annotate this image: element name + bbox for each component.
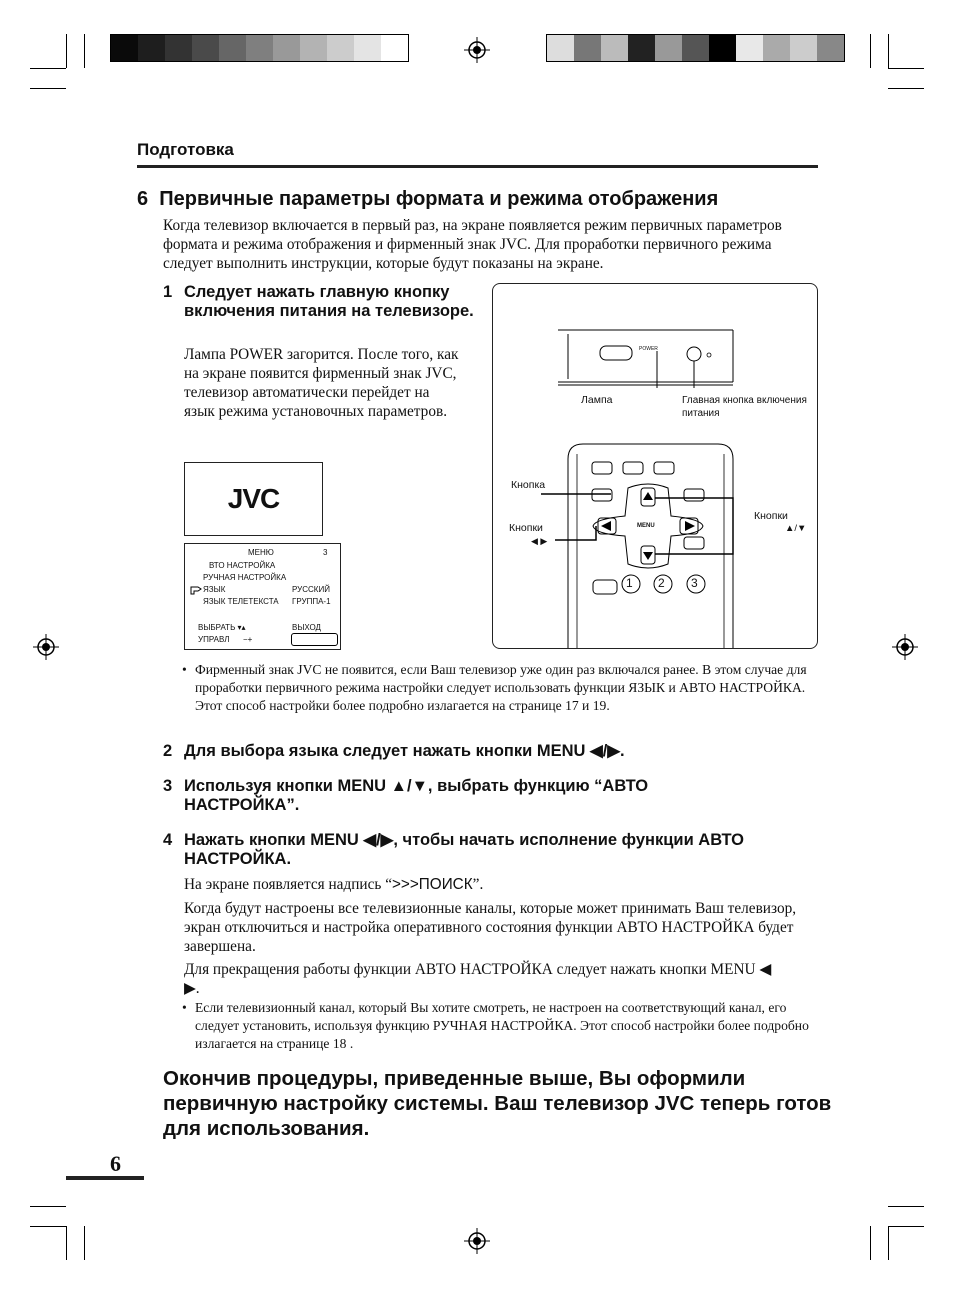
menu-row-teletext: ЯЗЫК ТЕЛЕТЕКСТА bbox=[203, 597, 279, 606]
step-3-title bbox=[163, 777, 704, 815]
remote-key-2: 2 bbox=[658, 576, 665, 590]
step-2-number: 2 bbox=[163, 742, 173, 760]
registration-mark-bottom bbox=[464, 1228, 490, 1254]
menu-exit-hint: ВЫХОД bbox=[292, 623, 321, 632]
step-4-paragraph-2: Когда будут настроены все телевизионные каналы, которые может принимать Ваш телевизор, экран отключиться и настройка оперативного состояния функции АВТО НАСТРОЙКА будет завершена. bbox=[184, 900, 797, 955]
note-jvc-logo bbox=[182, 661, 812, 715]
menu-control-arrows: −+ bbox=[243, 635, 253, 644]
intro-paragraph: Когда телевизор включается в первый раз, на экране появляется режим первичных параметров формата и режима отображения и фирменный знак JVC. Для проработки первичного режима следует выполнить инструкции, которые будут показаны на экране. bbox=[163, 217, 782, 272]
step-4-number: 4 bbox=[163, 831, 173, 849]
setup-menu-screen bbox=[184, 543, 341, 650]
step-4-title bbox=[163, 831, 804, 869]
tv-power-label: POWER bbox=[639, 346, 658, 352]
label-buttons-up-down-arrows: ▲/▼ bbox=[785, 523, 807, 534]
bullet: • bbox=[182, 662, 187, 677]
step-1-text: Лампа POWER загорится. После того, как на экране появится фирменный знак JVC, телевизор автоматически перейдет на язык режима установочных параметров. bbox=[184, 346, 459, 420]
section-heading bbox=[137, 188, 718, 211]
note-jvc-logo-text: Фирменный знак JVC не появится, если Ваш телевизор уже один раз включался ранее. В этом случае для проработки первичного режима настройки следует использовать функции ЯЗЫК и АВТО НАСТРОЙКА. Этот способ настройки более подробно излагается на странице 17 и 19. bbox=[195, 662, 807, 713]
step-1-number: 1 bbox=[163, 283, 173, 301]
menu-page: 3 bbox=[323, 548, 328, 557]
label-main-power-button: Главная кнопка включения питания bbox=[682, 395, 807, 419]
page-number: 6 bbox=[110, 1151, 121, 1176]
figure-drawing bbox=[493, 284, 817, 648]
menu-exit-button-icon bbox=[291, 633, 338, 646]
note-manual-tuning-text: Если телевизионный канал, который Вы хотите смотреть, не настроен на соответствующий канал, его следует установить, используя функцию РУЧНАЯ НАСТРОЙКА. Этот способ настройки более подробно излагается на странице 18 . bbox=[195, 1000, 809, 1051]
menu-row-language: ЯЗЫК bbox=[203, 585, 226, 594]
jvc-logo: JVC bbox=[227, 483, 280, 514]
section-label: Подготовка bbox=[137, 140, 234, 159]
step-2-title bbox=[163, 742, 824, 761]
note-manual-tuning bbox=[182, 999, 812, 1053]
hand-pointer-icon bbox=[190, 584, 203, 595]
color-bar-right bbox=[546, 34, 845, 62]
label-lamp: Лампа bbox=[581, 394, 613, 406]
step-4-title-text: Нажать кнопки MENU ◀/▶, чтобы начать исполнение функции АВТО НАСТРОЙКА. bbox=[184, 831, 745, 868]
menu-title: МЕНЮ bbox=[248, 548, 274, 557]
registration-mark-top bbox=[464, 37, 490, 63]
menu-row-teletext-value: ГРУППА-1 bbox=[292, 597, 331, 606]
menu-row-auto: ВТО НАСТРОЙКА bbox=[209, 561, 276, 570]
menu-select-hint: ВЫБРАТЬ ▾▴ bbox=[198, 623, 246, 632]
registration-mark-left bbox=[33, 634, 59, 660]
label-button: Кнопка bbox=[511, 479, 546, 491]
final-statement: Окончив процедуры, приведенные выше, Вы оформили первичную настройку системы. Ваш телевизор JVC теперь готов для использования. bbox=[163, 1067, 832, 1140]
label-buttons-left-right-arrows: ◀ ▶ bbox=[531, 536, 548, 546]
remote-key-1: 1 bbox=[626, 576, 633, 590]
heading-number: 6 bbox=[137, 188, 149, 210]
page-number-rule bbox=[66, 1176, 144, 1180]
step-3-title-text: Используя кнопки MENU ▲/▼, выбрать функцию “АВТО НАСТРОЙКА”. bbox=[184, 777, 649, 814]
remote-menu-label: MENU bbox=[637, 523, 655, 529]
tv-and-remote-figure bbox=[492, 283, 818, 649]
menu-row-language-value: РУССКИЙ bbox=[292, 585, 330, 594]
step-4-paragraph-1: На экране появляется надпись “>>>ПОИСК”. bbox=[184, 876, 484, 893]
step-1-title bbox=[163, 283, 474, 321]
label-buttons-up-down: Кнопки bbox=[754, 510, 788, 522]
step-3-number: 3 bbox=[163, 777, 173, 795]
step-2-title-text: Для выбора языка следует нажать кнопки MENU ◀/▶. bbox=[184, 742, 625, 760]
search-message: >>>ПОИСК bbox=[392, 876, 473, 893]
menu-row-manual: РУЧНАЯ НАСТРОЙКА bbox=[203, 573, 287, 582]
label-buttons-left-right: Кнопки bbox=[509, 522, 543, 534]
header-rule bbox=[137, 165, 818, 168]
step-4-paragraph-3: Для прекращения работы функции АВТО НАСТРОЙКА следует нажать кнопки MENU ◀ ▶. bbox=[184, 961, 772, 997]
menu-control-hint: УПРАВЛ bbox=[198, 635, 230, 644]
bullet: • bbox=[182, 1000, 187, 1015]
heading-title: Первичные параметры формата и режима отображения bbox=[159, 188, 719, 210]
jvc-logo-screen bbox=[184, 462, 323, 536]
step-1-title-text: Следует нажать главную кнопку включения питания на телевизоре. bbox=[184, 283, 474, 320]
remote-key-3: 3 bbox=[691, 576, 698, 590]
color-bar-left bbox=[110, 34, 409, 62]
registration-mark-right bbox=[892, 634, 918, 660]
